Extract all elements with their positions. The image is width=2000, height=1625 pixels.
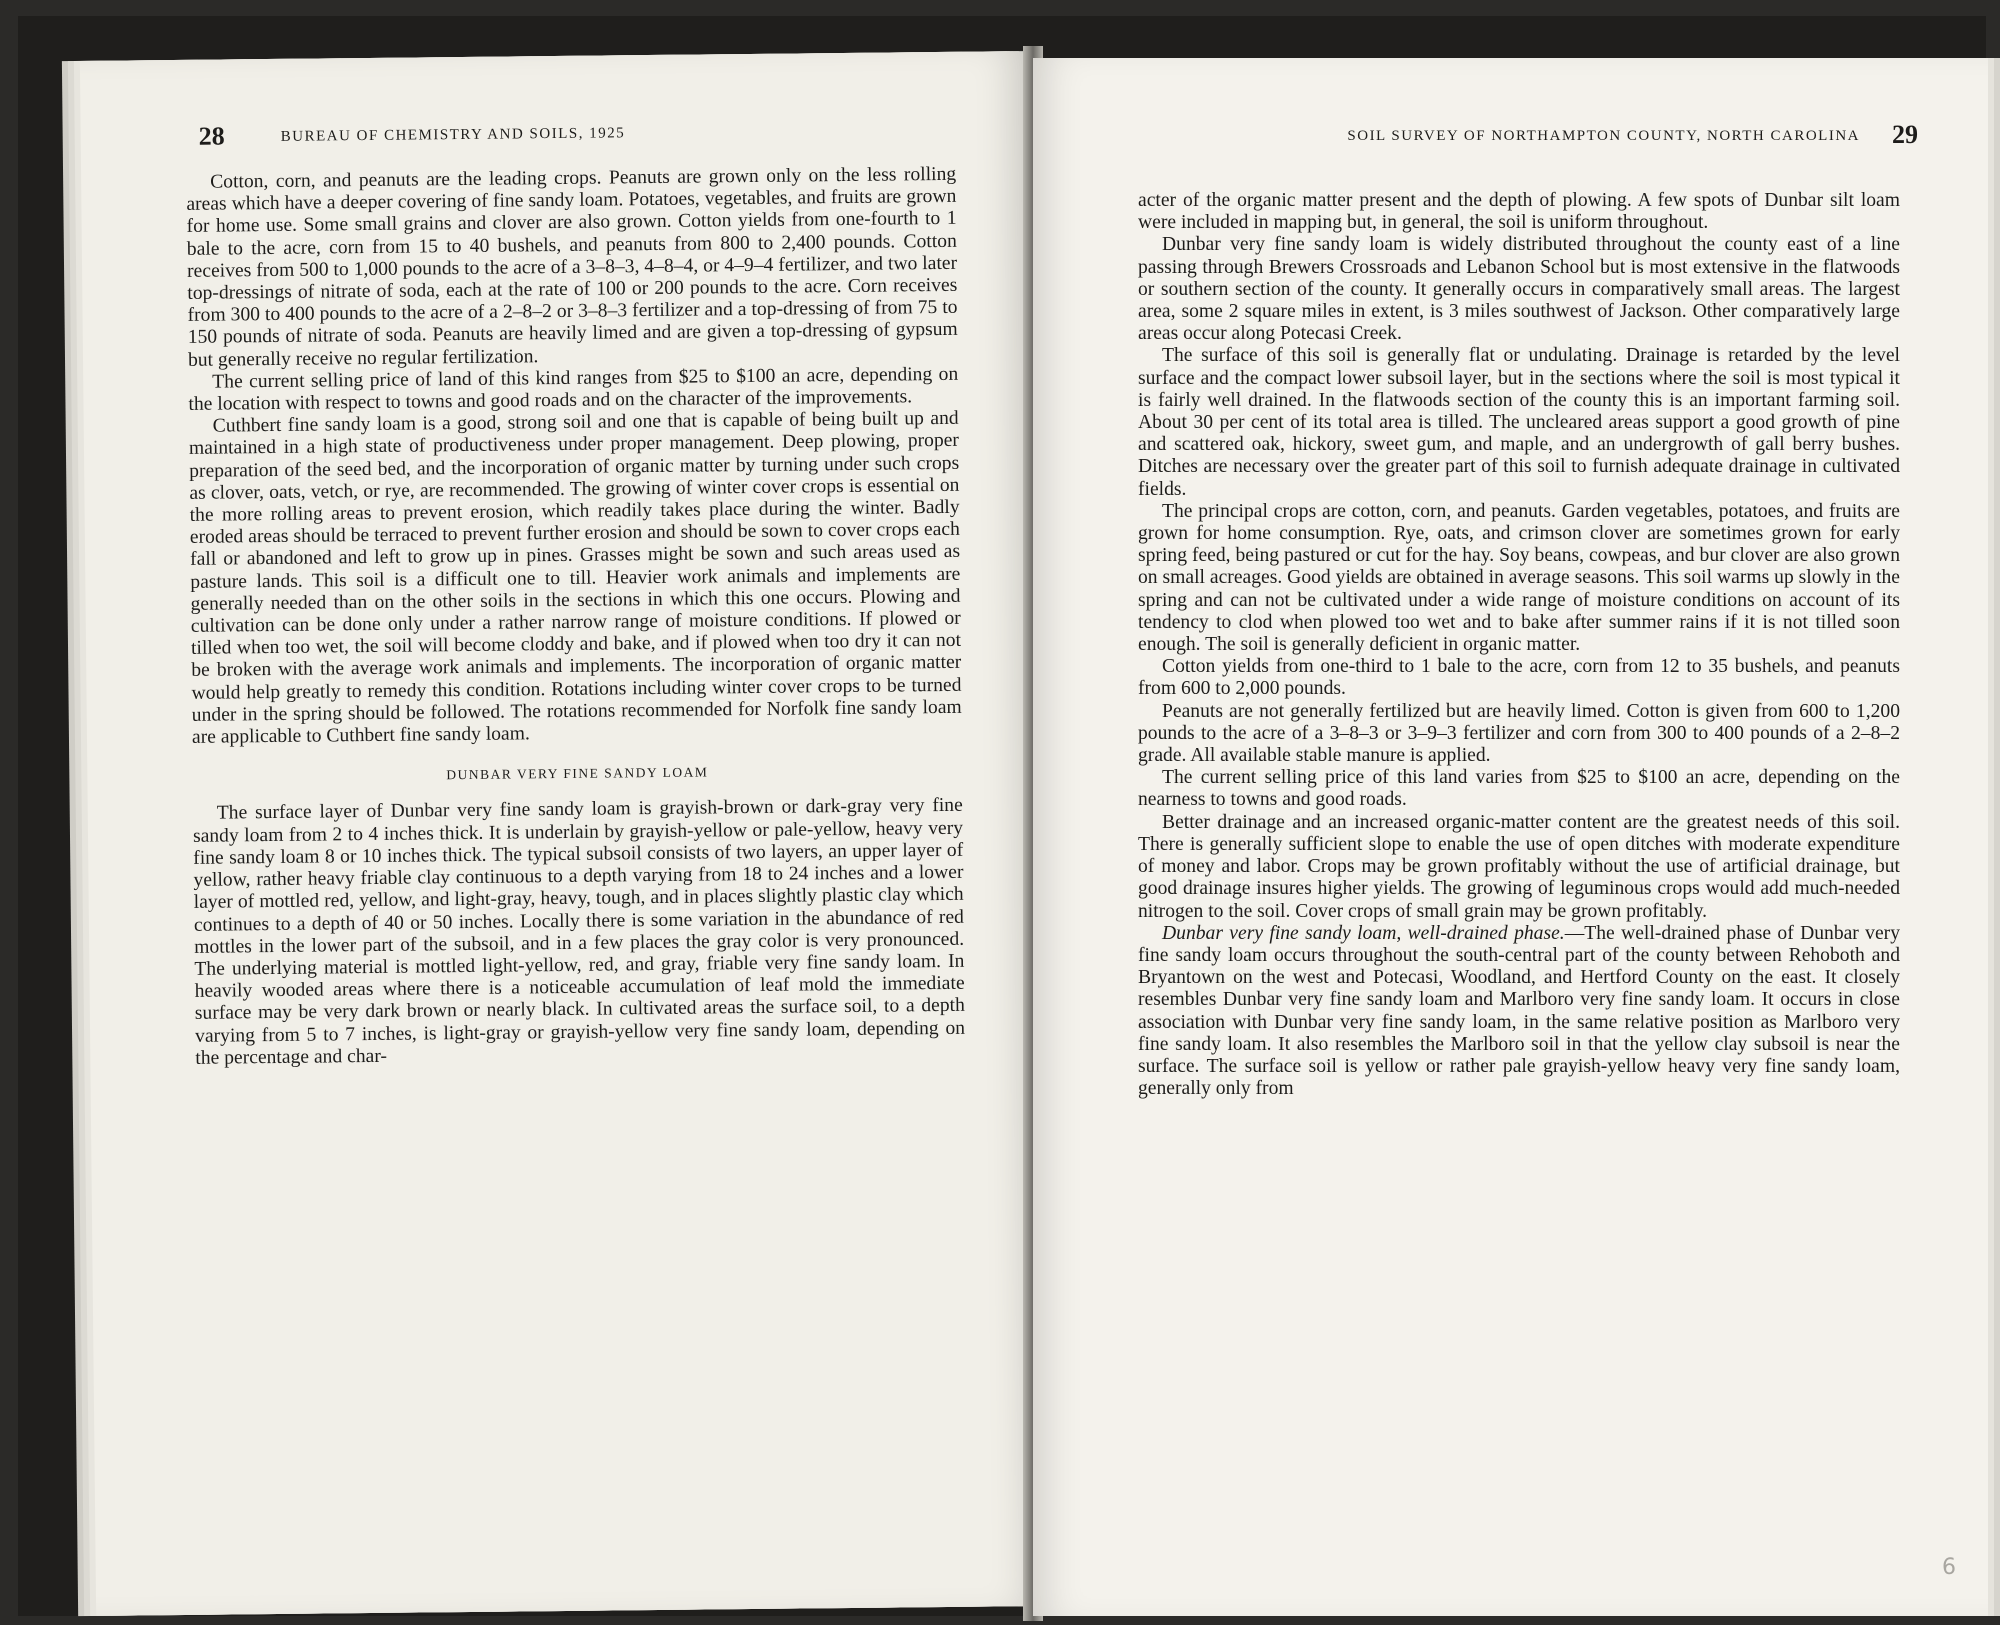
- right-paragraph-3: The surface of this soil is generally flat or undulating. Drainage is retarded by the level surface and the compact lower subsoil layer, but in the sections where the soil is most typical it is fairly well drained. In the flatwoods section of the county this is an important farming soil. About 30 per cent of its total area is tilled. The uncleared areas support a good growth of pine and scattered oak, hickory, sweet gum, and maple, and an undergrowth of gall berry bushes. Ditches are necessary over the greater part of this soil to furnish adequate drainage in cultivated fields.: [1138, 345, 1900, 500]
- right-paragraph-phase: [1138, 923, 1900, 1101]
- left-section-paragraph-1: The surface layer of Dunbar very fine sandy loam is grayish-brown or dark-gray very fine sandy loam from 2 to 4 inches thick. It is underlain by grayish-yellow or pale-yellow, heavy very fine sandy loam 8 or 10 inches thick. The typical subsoil consists of two layers, an upper layer of yellow, rather heavy friable clay continuous to a depth varying from 18 to 24 inches and a lower layer of mottled red, yellow, and light-gray, heavy, tough, and in places slightly plastic clay which continues to a depth of 40 or 50 inches. Locally there is some variation in the abundance of red mottles in the lower part of the subsoil, and in a few places the gray color is very pronounced. The underlying material is mottled light-yellow, red, and gray, friable very fine sandy loam. In heavily wooded areas where there is a noticeable accumulation of leaf mold the immediate surface may be very dark brown or nearly black. In cultivated areas the surface soil, to a depth varying from 5 to 7 inches, is light-gray or grayish-yellow very fine sandy loam, depending on the percentage and char-: [192, 795, 966, 1069]
- left-page: [80, 51, 1041, 1616]
- right-page: [1033, 58, 1988, 1616]
- section-heading: DUNBAR VERY FINE SANDY LOAM: [446, 764, 709, 783]
- left-paragraph-1: Cotton, corn, and peanuts are the leading crops. Peanuts are grown only on the less rolling areas which have a deeper covering of fine sandy loam. Potatoes, vegetables, and fruits are grown for home use. Some small grains and clover are also grown. Cotton yields from one-fourth to 1 bale to the acre, corn from 15 to 40 bushels, and peanuts from 800 to 2,400 pounds. Cotton receives from 500 to 1,000 pounds to the acre of a 3–8–3, 4–8–4, or 4–9–4 fertilizer, and two later top-dressings of nitrate of soda, each at the rate of 100 or 200 pounds to the acre. Corn receives from 300 to 400 pounds to the acre of a 2–8–2 or 3–8–3 fertilizer and a top-dressing of from 75 to 150 pounds of nitrate of soda. Peanuts are heavily limed and are given a top-dressing of gypsum but generally receive no regular fertilization.: [186, 163, 958, 371]
- right-paragraph-8: Better drainage and an increased organic-matter content are the greatest needs of this soil. There is generally sufficient slope to enable the use of open ditches with moderate expenditure of money and labor. Crops may be grown profitably without the use of artificial drainage, but good drainage insures higher yields. The growing of leguminous crops would add much-needed nitrogen to the soil. Cover crops of small grain may be grown profitably.: [1138, 811, 1900, 922]
- right-paragraph-7: The current selling price of this land varies from $25 to $100 an acre, depending on the nearness to towns and good roads.: [1138, 767, 1900, 811]
- right-page-header: [1033, 118, 1988, 158]
- left-paragraph-2: The current selling price of land of this kind ranges from $25 to $100 an acre, depending on the location with respect to towns and good roads and on the character of the improvements.: [188, 363, 959, 415]
- right-body-text: [1138, 190, 1900, 1100]
- right-page-number: 29: [1892, 120, 1918, 149]
- pencil-mark: 6: [1942, 1555, 1956, 1580]
- right-paragraph-5: Cotton yields from one-third to 1 bale to the acre, corn from 12 to 35 bushels, and peanuts from 600 to 2,000 pounds.: [1138, 656, 1900, 700]
- phase-italic-lead: Dunbar very fine sandy loam, well-drained phase.: [1162, 922, 1565, 944]
- right-paragraph-4: The principal crops are cotton, corn, and peanuts. Garden vegetables, potatoes, and fruits are grown for home consumption. Rye, oats, and crimson clover are sometimes grown for early spring feed, being pastured or cut for the hay. Soy beans, cowpeas, and bur clover are also grown on small acreages. Good yields are obtained in average seasons. This soil warms up slowly in the spring and can not be cultivated under a wide range of moisture conditions on account of its tendency to clod when plowed too wet and to bake after summer rains if it is not tilled soon enough. The soil is generally deficient in organic matter.: [1138, 500, 1900, 656]
- right-paragraph-1: acter of the organic matter present and the depth of plowing. A few spots of Dunbar silt loam were included in mapping but, in general, the soil is uniform throughout.: [1138, 190, 1900, 234]
- left-page-header: [81, 111, 1026, 161]
- phase-paragraph-text: —The well-drained phase of Dunbar very fine sandy loam occurs throughout the south-central part of the county between Rehoboth and Bryantown on the west and Potecasi, Woodland, and Hertford County on the east. It closely resembles Dunbar very fine sandy loam and Marlboro very fine sandy loam. It occurs in close association with Dunbar very fine sandy loam, in the same relative position as Marlboro very fine sandy loam. It also resembles the Marlboro soil in that the yellow clay subsoil is near the surface. The surface soil is yellow or rather pale grayish-yellow heavy very fine sandy loam, generally only from: [1138, 922, 1900, 1100]
- right-running-head: SOIL SURVEY OF NORTHAMPTON COUNTY, NORTH CAROLINA: [1347, 128, 1860, 144]
- right-paragraph-2: Dunbar very fine sandy loam is widely distributed throughout the county east of a line passing through Brewers Crossroads and Lebanon School but is most extensive in the flatwoods or southern section of the county. It generally occurs in comparatively small areas. The largest area, some 2 square miles in extent, is 3 miles southwest of Jackson. Other comparatively large areas occur along Potecasi Creek.: [1138, 234, 1900, 345]
- left-paragraph-3: Cuthbert fine sandy loam is a good, strong soil and one that is capable of being built up and maintained in a high state of productiveness under proper management. Deep plowing, proper preparation of the seed bed, and the incorporation of organic matter by turning under such crops as clover, oats, vetch, or rye, are recommended. The growing of winter cover crops is essential on the more rolling areas to prevent erosion, which readily takes place during the winter. Badly eroded areas should be terraced to prevent further erosion and should be sown to cover crops each fall or abandoned and left to grow up in pines. Grasses might be sown and such areas used as pasture lands. This soil is a difficult one to till. Heavier work animals and implements are generally needed than on the other soils in the sections in which this one occurs. Plowing and cultivation can be done only under a rather narrow range of moisture conditions. If plowed or tilled when too wet, the soil will become cloddy and bake, and if plowed when too dry it can not be broken with the average work animals and implements. The incorporation of organic matter would help greatly to remedy this condition. Rotations including winter cover crops to be turned under in the spring should be followed. The rotations recommended for Norfolk fine sandy loam are applicable to Cuthbert fine sandy loam.: [188, 408, 962, 748]
- left-page-number: 28: [198, 121, 225, 151]
- right-paragraph-6: Peanuts are not generally fertilized but are heavily limed. Cotton is given from 600 to 1,200 pounds to the acre of a 3–8–3 or 3–9–3 fertilizer and corn from 300 to 400 pounds of a 2–8–2 grade. All available stable manure is applied.: [1138, 700, 1900, 767]
- left-running-head: BUREAU OF CHEMISTRY AND SOILS, 1925: [280, 125, 626, 145]
- left-body-text: [186, 164, 965, 1070]
- book-spread: [18, 16, 1986, 1616]
